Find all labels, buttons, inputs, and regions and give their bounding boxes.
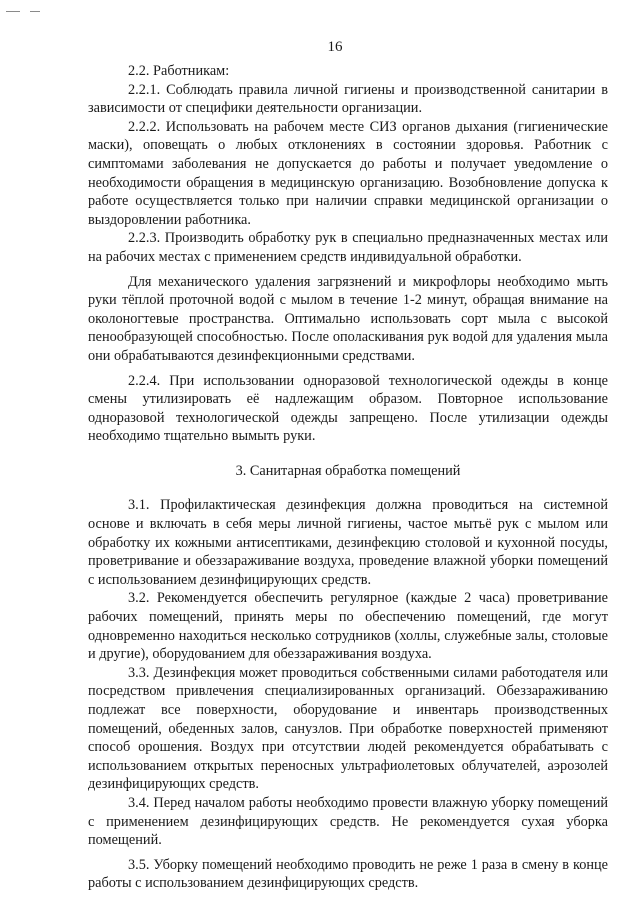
scan-artifact xyxy=(30,11,40,12)
document-body xyxy=(88,62,608,893)
paragraph: 3.4. Перед началом работы необходимо провести влажную уборку помещений с применением дезинфицирующих средств. Не рекомендуется сухая уборка помещений. xyxy=(88,794,608,849)
paragraph: 2.2. Работникам: xyxy=(128,63,230,79)
paragraph: 2.2.2. Использовать на рабочем месте СИЗ органов дыхания (гигиенические маски), оповещать о любых отклонениях в состоянии здоровья. Работник с симптомами заболевания не допускается до работы и получает уведомление о необходимости обращения в медицинскую организацию. Возобновление допуска к работе осуществляется только при наличии справки медицинской организации о выздоровлении работника. xyxy=(88,118,608,228)
section-heading: 3. Санитарная обработка помещений xyxy=(235,462,461,479)
paragraph: 3.2. Рекомендуется обеспечить регулярное (каждые 2 часа) проветривание рабочих помещений, принять меры по обеспечению помещений, где могут одновременно находиться несколько сотрудников (холлы, служебные залы, столовые и другие), оборудованием для обеззараживания воздуха. xyxy=(88,590,608,663)
paragraph: 3.1. Профилактическая дезинфекция должна проводиться на системной основе и включать в себя меры личной гигиены, частое мытьё рук с мылом или обработку их кожными антисептиками, дезинфекцию столовой и кухонной посуды, проветривание и обеззараживание воздуха, проведение влажной уборки помещений с использованием дезинфицирующих средств. xyxy=(88,497,608,588)
section-2-2 xyxy=(88,62,608,446)
paragraph: 3.5. Уборку помещений необходимо проводить не реже 1 раза в смену в конце работы с использованием дезинфицирующих средств. xyxy=(88,856,608,892)
paragraph: 2.2.1. Соблюдать правила личной гигиены и производственной санитарии в зависимости от специфики деятельности организации. xyxy=(88,81,608,117)
paragraph: 3.3. Дезинфекция может проводиться собственными силами работодателя или посредством привлечения специализированных организаций. Обеззараживанию подлежат все поверхности, оборудование и инвентарь производственных помещений, обеденных залов, санузлов. При обработке поверхностей применяют способ орошения. Воздух при отсутствии людей рекомендуется обрабатывать с использованием открытых переносных ультрафиолетовых облучателей, аэрозолей дезинфицирующих средств. xyxy=(88,664,608,793)
page-number: 16 xyxy=(327,39,343,55)
paragraph: Для механического удаления загрязнений и микрофлоры необходимо мыть руки тёплой проточной водой с мылом в течение 1-2 минут, обращая внимание на околоногтевые пространства. Оптимально использовать сорт мыла с высокой пенообразующей способностью. После ополаскивания рук водой для удаления мыла они обрабатываются дезинфекционными средствами. xyxy=(88,273,608,364)
paragraph: 2.2.3. Производить обработку рук в специально предназначенных местах или на рабочих местах с применением средств индивидуальной обработки. xyxy=(88,230,608,265)
section-3 xyxy=(88,496,608,892)
scan-artifact xyxy=(6,11,20,12)
paragraph: 2.2.4. При использовании одноразовой технологической одежды в конце смены утилизировать её надлежащим образом. Повторное использование одноразовой технологической одежды запрещено. После утилизации одежды необходимо тщательно вымыть руки. xyxy=(88,372,608,445)
